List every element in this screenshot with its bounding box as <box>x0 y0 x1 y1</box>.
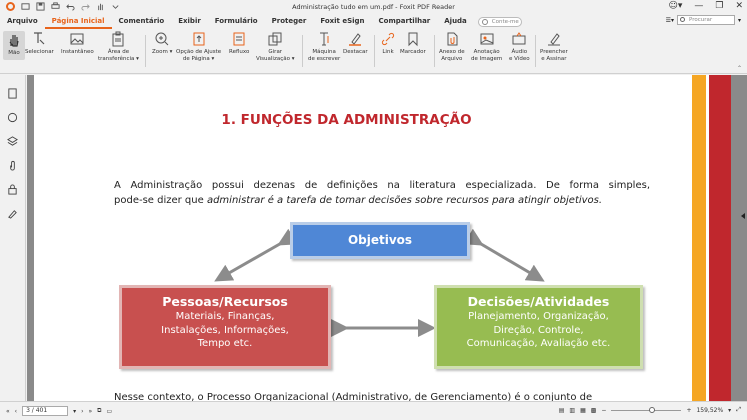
objetivos-box <box>290 222 470 259</box>
paragraph-line-1: A Administração possui dezenas de definições na literatura especializada. De forma simples, <box>114 180 650 191</box>
fill-sign-button[interactable] <box>540 31 568 63</box>
undo-icon[interactable] <box>66 2 75 11</box>
decisoes-atividades-box <box>434 285 643 369</box>
view-zoom-controls <box>559 406 741 414</box>
rotate-label-1: Girar <box>268 49 283 55</box>
page-fit-label-1: Opção de Ajuste <box>176 49 222 55</box>
page-number-input[interactable]: 3 / 401 <box>22 406 68 416</box>
ribbon-toolbar <box>0 29 747 74</box>
page-thumb-icon[interactable]: ▭ <box>106 407 113 415</box>
clipboard-button[interactable] <box>98 31 139 63</box>
zoom-button[interactable] <box>152 31 172 56</box>
highlighter-icon <box>347 31 363 47</box>
bookmark-label: Marcador <box>400 49 426 55</box>
tell-me-placeholder: Conte-me <box>491 18 519 25</box>
page-fit-icon <box>191 31 207 47</box>
minimize-icon[interactable]: — <box>694 1 704 11</box>
collapse-ribbon-icon[interactable]: ⌃ <box>736 65 742 72</box>
comments-icon[interactable] <box>7 112 18 123</box>
title-bar <box>0 0 747 14</box>
menu-right-tools <box>666 15 741 25</box>
zoom-icon <box>154 31 170 47</box>
continuous-icon[interactable]: ▥ <box>569 406 576 414</box>
attachment-label-2: Arquivo <box>441 56 463 62</box>
typewriter-icon <box>316 31 332 47</box>
audio-video-icon <box>511 31 527 47</box>
paragraph-line-2 <box>114 193 650 208</box>
customize-icon[interactable] <box>111 2 120 11</box>
page-navigation <box>6 406 112 416</box>
zoom-in-icon[interactable]: + <box>686 406 692 414</box>
snapshot-button[interactable] <box>61 31 94 56</box>
facing-icon[interactable]: ▦ <box>580 406 586 414</box>
zoom-slider[interactable] <box>611 410 681 411</box>
single-page-icon[interactable]: ▤ <box>558 406 565 414</box>
status-bar <box>0 401 747 420</box>
paragraph-next: Nesse contexto, o Processo Organizacional (Administrativo, de Gerenciamento) é o conjunto de <box>114 392 593 401</box>
typewriter-label-1: Máquina <box>312 49 336 55</box>
decorative-red-bar <box>709 75 731 401</box>
reflow-button[interactable] <box>229 31 249 56</box>
attachment-label-1: Anexo de <box>439 49 465 55</box>
highlight-button[interactable] <box>343 31 368 56</box>
ribbon-divider <box>374 35 375 67</box>
zoom-level: 159,52% <box>696 406 724 414</box>
security-lock-icon[interactable] <box>7 184 18 195</box>
pessoas-title: Pessoas/Recursos <box>162 294 288 309</box>
document-viewport[interactable] <box>27 75 747 401</box>
ribbon-divider <box>434 35 435 67</box>
layers-icon[interactable] <box>7 136 18 147</box>
reflow-icon <box>231 31 247 47</box>
expand-right-panel-icon[interactable] <box>741 213 745 219</box>
search-dropdown-icon[interactable]: ▾ <box>737 16 741 24</box>
menu-formulario[interactable]: Formulário <box>214 17 258 25</box>
fill-sign-label-2: e Assinar <box>541 56 567 62</box>
menu-bar <box>0 14 747 29</box>
pessoas-line-1: Materiais, Finanças, <box>175 311 275 322</box>
bookmark-icon <box>405 31 421 47</box>
page-dropdown-icon[interactable]: ▾ <box>73 407 77 415</box>
arrow-objetivos-pessoas <box>222 241 285 277</box>
restore-icon[interactable]: ❐ <box>715 1 724 11</box>
snapshot-icon <box>69 31 85 47</box>
decisoes-line-3: Comunicação, Avaliação etc. <box>466 338 611 349</box>
audio-video-label-2: e Vídeo <box>509 56 530 62</box>
window-controls <box>668 1 743 11</box>
snapshot-label: Instantâneo <box>61 49 94 55</box>
ribbon-divider <box>145 35 146 67</box>
link-label: Link <box>382 49 394 55</box>
zoom-label: Zoom ▾ <box>152 49 173 55</box>
menu-proteger[interactable]: Proteger <box>271 17 307 25</box>
clipboard-label-2: transferência ▾ <box>98 56 139 62</box>
pdf-page <box>34 75 731 401</box>
search-placeholder: Procurar <box>688 17 713 23</box>
quick-access-toolbar <box>6 2 120 11</box>
search-icon <box>680 17 685 22</box>
decorative-orange-bar <box>692 75 706 401</box>
highlight-label: Destacar <box>343 49 368 55</box>
clipboard-icon <box>110 31 126 47</box>
select-button[interactable] <box>25 31 54 56</box>
continuous-facing-icon[interactable]: ▩ <box>590 406 597 414</box>
link-icon <box>380 31 396 47</box>
window-title: Administração tudo em um.pdf - Foxit PDF Reader <box>292 3 455 11</box>
close-icon[interactable]: ✕ <box>735 1 743 11</box>
decisoes-line-2: Direção, Controle, <box>493 324 584 336</box>
foxit-logo-icon <box>6 2 15 11</box>
account-icon[interactable]: ☺▾ <box>668 1 683 11</box>
paragraph-line-2-start: pode-se dizer que <box>114 195 207 206</box>
file-attachment-button[interactable] <box>439 31 465 63</box>
search-input[interactable] <box>677 15 735 25</box>
lightbulb-icon <box>482 19 488 25</box>
audio-video-label-1: Áudio <box>511 49 528 55</box>
decisoes-title: Decisões/Atividades <box>467 294 610 309</box>
hand-icon[interactable] <box>96 2 105 11</box>
image-annotation-label-1: Anotação <box>473 49 500 55</box>
select-label: Selecionar <box>25 49 54 55</box>
audio-video-button[interactable] <box>509 31 530 63</box>
copy-page-icon[interactable]: ⧉ <box>97 407 102 414</box>
left-sidebar <box>0 75 26 401</box>
tell-me-input[interactable] <box>478 17 522 27</box>
fullscreen-icon[interactable]: ⤢ <box>736 406 741 413</box>
fill-sign-label-1: Preencher <box>540 49 568 55</box>
search-options-icon[interactable]: ☰▾ <box>665 16 674 24</box>
menu-foxit-esign[interactable]: Foxit eSign <box>320 17 365 25</box>
attachment-icon <box>444 31 460 47</box>
menu-compartilhar[interactable]: Compartilhar <box>378 17 431 25</box>
page-fit-label-2: de Página ▾ <box>182 56 215 62</box>
zoom-dropdown-icon[interactable]: ▾ <box>728 406 732 414</box>
rotate-label-2: Visualização ▾ <box>256 56 295 62</box>
image-annotation-label-2: de Imagem <box>471 56 503 62</box>
image-annotation-button[interactable] <box>471 31 502 63</box>
prev-page-icon[interactable]: ‹ <box>14 407 18 415</box>
typewriter-label-2: de escrever <box>308 56 341 62</box>
zoom-slider-knob[interactable] <box>649 407 655 413</box>
objetivos-title: Objetivos <box>347 233 413 247</box>
fill-sign-icon <box>546 31 562 47</box>
image-annotation-icon <box>479 31 495 47</box>
menu-ajuda[interactable]: Ajuda <box>444 17 467 25</box>
pessoas-line-2: Instalações, Informações, <box>161 324 289 336</box>
menu-comentario[interactable]: Comentário <box>118 17 165 25</box>
ribbon-divider <box>535 35 536 67</box>
last-page-icon[interactable]: » <box>88 407 93 415</box>
rotate-icon <box>267 31 283 47</box>
section-heading: 1. FUNÇÕES DA ADMINISTRAÇÃO <box>221 112 472 128</box>
page-fit-button[interactable] <box>176 31 221 63</box>
hand-tool-button[interactable] <box>3 31 25 60</box>
next-page-icon[interactable]: › <box>81 407 84 415</box>
clipboard-label-1: Área de <box>107 49 130 55</box>
menu-exibir[interactable]: Exibir <box>178 17 201 25</box>
print-icon[interactable] <box>51 2 60 11</box>
open-icon[interactable] <box>21 2 30 11</box>
arrow-objetivos-decisoes <box>476 241 537 277</box>
rotate-view-button[interactable] <box>256 31 294 63</box>
link-button[interactable] <box>380 31 396 56</box>
pessoas-recursos-box <box>119 285 331 369</box>
select-text-icon <box>31 31 47 47</box>
reflow-label: Refluxo <box>229 49 250 55</box>
menu-arquivo[interactable]: Arquivo <box>7 17 38 25</box>
hand-tool-icon <box>6 32 22 48</box>
pages-icon[interactable] <box>7 88 18 99</box>
save-icon[interactable] <box>36 2 45 11</box>
ribbon-divider <box>302 35 303 67</box>
typewriter-button[interactable] <box>308 31 340 63</box>
paragraph-line-2-italic: administrar é a tarefa de tomar decisões sobre recursos para atingir objetivos. <box>206 195 603 206</box>
attachments-icon[interactable] <box>7 160 18 171</box>
pessoas-line-3: Tempo etc. <box>197 338 253 349</box>
redo-icon[interactable] <box>81 2 90 11</box>
decisoes-line-1: Planejamento, Organização, <box>468 311 609 322</box>
menu-pagina-inicial[interactable]: Página Inicial <box>45 14 112 29</box>
hand-tool-label: Mão <box>8 50 20 56</box>
bookmark-button[interactable] <box>400 31 426 56</box>
signature-icon[interactable] <box>7 208 18 219</box>
zoom-out-icon[interactable]: − <box>601 406 607 414</box>
first-page-icon[interactable]: « <box>6 407 10 415</box>
